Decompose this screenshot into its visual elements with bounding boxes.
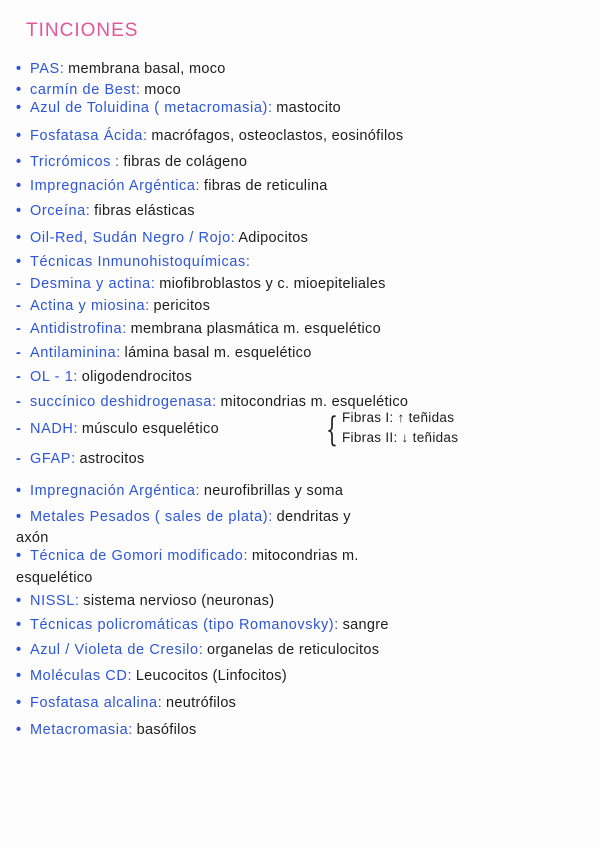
list-item (16, 227, 590, 249)
separator: : (73, 369, 78, 385)
bullet-marker: • (16, 82, 22, 98)
stain-name: PAS (30, 61, 60, 77)
stain-target: membrana plasmática m. esquelético (126, 321, 381, 337)
stain-name: carmín de Best (30, 82, 136, 98)
stain-target: Adipocitos (234, 230, 309, 246)
stain-target: mastocito (271, 100, 342, 116)
stain-target: sangre (338, 617, 389, 633)
stain-name: Azul / Violeta de Cresilo (30, 642, 199, 658)
bullet-marker: • (16, 128, 22, 144)
bullet-marker: • (16, 61, 22, 77)
separator: : (243, 548, 248, 564)
separator: : (85, 203, 90, 219)
bullet-marker: • (16, 154, 22, 170)
bullet-marker: • (16, 203, 22, 219)
stain-target: oligodendrocitos (77, 369, 193, 385)
separator: : (268, 509, 273, 525)
stain-target: pericitos (149, 298, 211, 314)
stain-name: Impregnación Argéntica (30, 483, 196, 499)
list-item (16, 692, 590, 714)
bullet-marker: • (16, 642, 22, 658)
stain-target: membrana basal, moco (63, 61, 226, 77)
bullet-marker: - (16, 421, 21, 437)
stain-target: Leucocitos (Linfocitos) (131, 668, 287, 684)
stain-name: Antidistrofina (30, 321, 123, 337)
bullet-marker: - (16, 298, 21, 314)
stain-name: GFAP (30, 451, 72, 467)
separator: : (59, 61, 64, 77)
stain-name: Moléculas CD (30, 668, 128, 684)
bullet-marker: • (16, 548, 22, 564)
bullet-marker: • (16, 617, 22, 633)
list-item (16, 545, 590, 567)
bullet-marker: - (16, 321, 21, 337)
bullet-marker: • (16, 668, 22, 684)
stain-target: fibras de colágeno (119, 154, 248, 170)
stain-target: moco (139, 82, 181, 98)
list-item (16, 639, 590, 661)
bullet-marker: • (16, 100, 22, 116)
stain-name: NISSL (30, 593, 75, 609)
list-item (16, 251, 590, 273)
stain-name: Metacromasia (30, 722, 129, 738)
stain-name: Orceína (30, 203, 86, 219)
bullet-marker: • (16, 483, 22, 499)
separator: : (334, 617, 339, 633)
stain-name: Tricrómicos (30, 154, 111, 170)
stain-target: macrófagos, osteoclastos, eosinófilos (147, 128, 404, 144)
stain-target: neurofibrillas y soma (199, 483, 344, 499)
stain-name: OL - 1 (30, 369, 74, 385)
stain-target: organelas de reticulocitos (202, 642, 380, 658)
separator: : (116, 345, 121, 361)
stain-name: Fosfatasa Ácida (30, 128, 143, 144)
fibras-ii-note: Fibras II: ↓ teñidas (342, 430, 459, 445)
separator: : (142, 128, 148, 144)
list-item (16, 719, 590, 741)
list-item (16, 448, 590, 470)
list-item (16, 200, 590, 222)
separator: : (128, 722, 133, 738)
bullet-marker: • (16, 593, 22, 609)
list-item (16, 418, 590, 440)
bullet-marker: • (16, 509, 22, 525)
separator: : (135, 82, 140, 98)
stain-target: basófilos (132, 722, 197, 738)
bullet-marker: • (16, 695, 22, 711)
stain-target: astrocitos (75, 451, 145, 467)
separator: : (195, 178, 200, 194)
stain-name: Impregnación Argéntica (30, 178, 196, 194)
list-item (16, 151, 590, 173)
list-item (16, 175, 590, 197)
separator: : (245, 254, 250, 270)
stain-name: Técnica de Gomori modificado (30, 548, 244, 564)
stain-target: lámina basal m. esquelético (120, 345, 312, 361)
bullet-marker: - (16, 345, 21, 361)
separator: : (195, 483, 200, 499)
separator: : (127, 668, 132, 684)
list-item (16, 506, 590, 528)
page-title: TINCIONES (26, 20, 139, 41)
stain-target: sistema nervioso (neuronas) (78, 593, 275, 609)
stain-target: mitocondrias m. (247, 548, 359, 564)
stain-name: Técnicas Inmunohistoquímicas (30, 254, 246, 270)
list-item (16, 480, 590, 502)
separator: : (74, 593, 79, 609)
brace-icon: { (326, 410, 338, 450)
list-item (16, 614, 590, 636)
separator: : (150, 276, 155, 292)
separator: : (212, 394, 217, 410)
stain-name: Metales Pesados ( sales de plata) (30, 509, 269, 525)
list-item (16, 273, 590, 295)
separator: : (122, 321, 127, 337)
list-item (16, 125, 590, 147)
separator: : (110, 154, 120, 170)
bullet-marker: - (16, 369, 21, 385)
stain-name: Fosfatasa alcalina (30, 695, 158, 711)
stain-name: Técnicas policromáticas (tipo Romanovsky) (30, 617, 335, 633)
stain-target: músculo esquelético (77, 421, 219, 437)
stain-target: dendritas y (272, 509, 351, 525)
stain-target: mitocondrias m. esquelético (216, 394, 409, 410)
stain-target: fibras elásticas (89, 203, 195, 219)
list-item (16, 590, 590, 612)
continuation-esqueletico: esquelético (16, 570, 93, 586)
stain-name: Desmina y actina (30, 276, 151, 292)
separator: : (230, 230, 235, 246)
bullet-marker: • (16, 254, 22, 270)
stain-target: miofibroblastos y c. mioepiteliales (154, 276, 386, 292)
stain-name: Actina y miosina (30, 298, 146, 314)
fibras-i-note: Fibras I: ↑ teñidas (342, 410, 455, 425)
list-item (16, 391, 590, 413)
stain-name: NADH (30, 421, 74, 437)
stain-name: Antilaminina (30, 345, 117, 361)
separator: : (71, 451, 76, 467)
bullet-marker: - (16, 451, 21, 467)
list-item (16, 58, 590, 80)
bullet-marker: • (16, 230, 22, 246)
separator: : (267, 100, 272, 116)
bullet-marker: • (16, 722, 22, 738)
bullet-marker: - (16, 394, 21, 410)
list-item (16, 366, 590, 388)
stain-target: neutrófilos (161, 695, 237, 711)
stain-name: succínico deshidrogenasa (30, 394, 213, 410)
continuation-axon: axón (16, 530, 49, 546)
list-item (16, 665, 590, 687)
bullet-marker: • (16, 178, 22, 194)
bullet-marker: - (16, 276, 21, 292)
separator: : (73, 421, 78, 437)
list-item (16, 342, 590, 364)
list-item (16, 97, 590, 119)
list-item (16, 295, 590, 317)
stain-target: fibras de reticulina (199, 178, 328, 194)
list-item (16, 318, 590, 340)
stain-name: Azul de Toluidina ( metacromasia) (30, 100, 268, 116)
stain-name: Oil-Red, Sudán Negro / Rojo (30, 230, 231, 246)
separator: : (145, 298, 150, 314)
separator: : (157, 695, 162, 711)
separator: : (198, 642, 203, 658)
